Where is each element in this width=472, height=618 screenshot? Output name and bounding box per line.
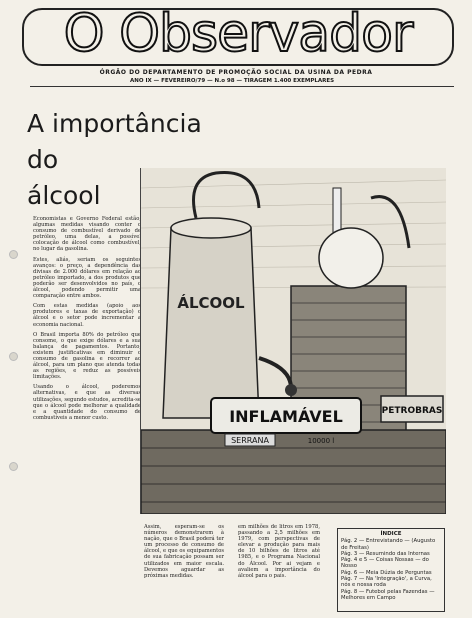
article-paragraph: Com estas medidas (apoio aos produtores e taxas de exportação) o álcool e o setor pode incrementar a economia nacional. xyxy=(33,303,141,328)
index-item: Pág. 6 — Meia Dúzia de Perguntas xyxy=(341,569,432,576)
binder-hole xyxy=(9,250,18,259)
tank-label: ÁLCOOL xyxy=(177,294,245,312)
headline-line: álcool xyxy=(27,181,101,210)
masthead-rule xyxy=(30,86,454,87)
petrobras-label: PETROBRAS xyxy=(381,406,443,416)
alcohol-distillery-illustration xyxy=(140,168,446,514)
article-paragraph: Estes, aliás, seriam os seguintes avanços: o preço, a dependência das divisas de 2.000 dólares em relação ao petróleo importado, a dos produtos que poderão ser desenvolvidos no país, o álcool, podendo permitir uma comparação entre ambos. xyxy=(33,256,141,300)
index-item: Pág. 8 — Futebol pelas Fazendas — Melhores em Campo xyxy=(341,588,435,601)
article-paragraph: O Brasil importa 80% do petróleo que consome, o que exige dólares e a sua balança de pagamentos. Portanto, existem justificativas em diminuir o consumo de gasolina e recorrer ao álcool, para um plano que atenda todas as regiões, e reduz as possíveis limitações. xyxy=(33,331,141,381)
article-bottom-column-b: em milhões de litros em 1978, passando a 2,5 milhões em 1979, com perspectivas de elevar a produção para mais de 10 bilhões de litros até 1985, e o Programa Nacional do Álcool. Por ai vejam e avaliem a importância do álcool para o país. xyxy=(238,524,320,579)
binder-hole xyxy=(9,462,18,471)
index-item: Pág. 4 e 5 — Coisas Nossas — do Nosso xyxy=(341,557,429,570)
binder-hole xyxy=(9,352,18,361)
index-item: Pág. 2 — Entrevistando — (Augusto de Freitas) xyxy=(341,538,436,551)
masthead-frame xyxy=(22,4,454,66)
brand-label: SERRANA xyxy=(231,436,269,445)
index-item: Pág. 3 — Resumindo das Internas xyxy=(341,550,430,557)
capacity-label: 10000 l xyxy=(307,437,335,445)
newspaper-title: O Observador xyxy=(63,4,413,64)
headline-line: A importância xyxy=(27,109,202,138)
index-box xyxy=(337,528,445,612)
article-left-column xyxy=(33,216,141,425)
index-title: ÍNDICE xyxy=(380,531,402,537)
article-paragraph: Usando o álcool, poderemos alternativas, e que as diversas utilizações, segundo estudos, acredita-se que o álcool pode melhorar a qualidade e a quantidade do consumo de combustíveis a menor custo. xyxy=(33,384,141,421)
masthead-subtitle: ÓRGÃO DO DEPARTAMENTO DE PROMOÇÃO SOCIAL DA USINA DA PEDRA xyxy=(99,69,373,76)
article-paragraph: Economistas e Governo Federal estão, algumas medidas visando conter o consumo de combustível derivado de petróleo, uma delas, a possível colocação de álcool como combustível, no lugar da gasolina. xyxy=(33,216,141,253)
article-bottom-column-a: Assim, esperam-se os números demonstrarem à nação, que o Brasil poderá ter um processo de consumo de álcool, e que os equipamentos de sua fabricação possam ser utilizados em maior escala. Devemos aguardar as próximas medidas. xyxy=(144,524,224,579)
index-item: Pág. 7 — Na 'Integração', a Curva, nós e nossa roda xyxy=(341,576,432,589)
inflammable-sign: INFLAMÁVEL xyxy=(229,407,343,426)
headline-line: do xyxy=(27,145,59,174)
issue-line: ANO IX — FEVEREIRO/79 — N.o 98 — TIRAGEM 1.400 EXEMPLARES xyxy=(130,78,335,84)
